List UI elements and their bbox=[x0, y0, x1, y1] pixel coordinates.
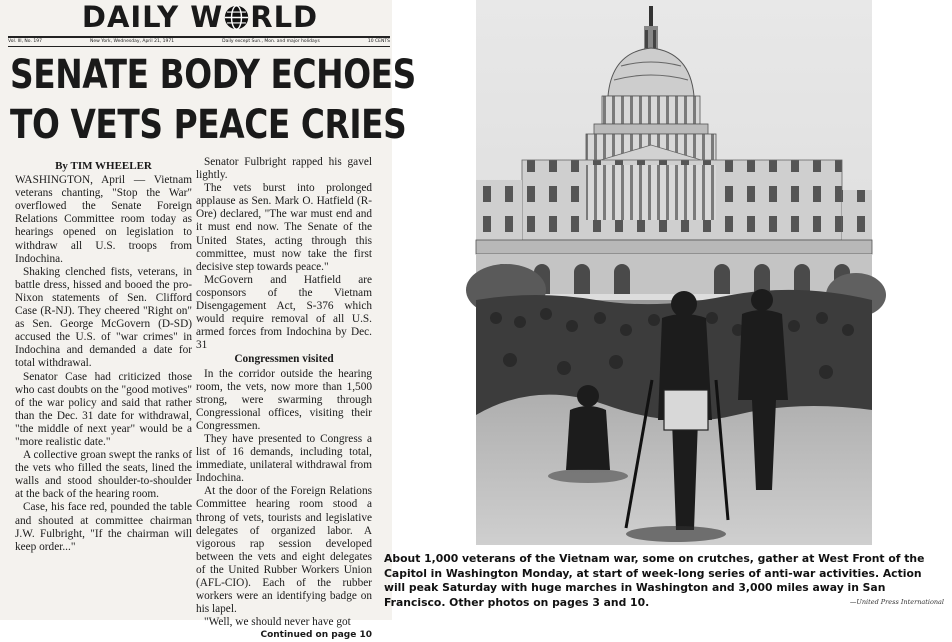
capitol-photo-illustration bbox=[476, 0, 872, 545]
paragraph: Shaking clenched fists, veterans, in battle dress, hissed and booed the pro-Nixon statements of Sen. Clifford Case (R-NJ). They cheered "Right on" as Sen. George McGovern (D-SD) accused the U.S. of "war crimes" in Indochina and demanded a date for total withdrawal. bbox=[15, 265, 192, 370]
headline-line-2: TO VETS PEACE CRIES bbox=[10, 102, 407, 148]
paragraph: In the corridor outside the hearing room, the vets, now more than 1,500 strong, were swarming through Congressional offices, visiting their Congressmen. bbox=[196, 367, 372, 432]
masthead-text-left: DAILY W bbox=[81, 0, 224, 34]
byline: By TIM WHEELER bbox=[55, 160, 152, 172]
photo-credit: —United Press International bbox=[849, 598, 944, 606]
headline bbox=[10, 50, 416, 150]
article-column-1 bbox=[15, 156, 192, 618]
paragraph: They have presented to Congress a list of 16 demands, including total, immediate, unilateral withdrawal from Indochina. bbox=[196, 432, 372, 485]
paragraph: Senator Case had criticized those who cast doubts on the "good motives" of the war policy and said that rather than the Dec. 31 date for withdrawal, "the middle of next year" would be a "more realistic date." bbox=[15, 370, 192, 448]
paragraph: Case, his face red, pounded the table and shouted at committee chairman J.W. Fulbright, "If the chairman will keep order..." bbox=[15, 501, 192, 553]
paragraph: Senator Fulbright rapped his gavel lightly. bbox=[196, 156, 372, 182]
article-column-2 bbox=[196, 156, 372, 641]
price: 10 CENTS bbox=[367, 39, 390, 44]
paragraph: WASHINGTON, April — Vietnam veterans chanting, "Stop the War" overflowed the Senate Foreign Relations Committee room today as hearings opened on legislation to withdraw all U.S. troops from Indochina. bbox=[15, 174, 192, 265]
paragraph: At the door of the Foreign Relations Committee hearing room stood a throng of vets, tourists and legislative delegates of organized labor. A vigorous rap session developed between the vets and eight delegates of the United Rubber Workers Union (AFL-CIO). Each of the rubber workers were an identifying badge on his lapel. bbox=[196, 485, 372, 616]
paragraph: McGovern and Hatfield are cosponsors of the Vietnam Disengagement Act, S-376 which would require removal of all U.S. armed forces from Indochina by Dec. 31 bbox=[196, 273, 372, 352]
dateline bbox=[8, 36, 390, 47]
globe-icon bbox=[223, 4, 250, 31]
city-date: New York, Wednesday, April 21, 1971 bbox=[89, 39, 175, 44]
paragraph: The vets burst into prolonged applause as Sen. Mark O. Hatfield (R-Ore) declared, "The war must end and it must end now. The Senate of the United States, acting through this committee, must now take the first decisive step towards peace." bbox=[196, 182, 372, 273]
continued-note: Continued on page 10 bbox=[260, 630, 372, 641]
paragraph: "Well, we should never have got bbox=[204, 616, 351, 629]
masthead bbox=[10, 0, 390, 34]
paragraph: A collective groan swept the ranks of the vets who filled the seats, lined the walls and stood shoulder-to-shoulder at the back of the hearing room. bbox=[15, 449, 192, 501]
capitol-photo bbox=[476, 0, 872, 545]
volume-number: Vol. III, No. 197 bbox=[8, 39, 42, 44]
headline-line-1: SENATE BODY ECHOES bbox=[10, 52, 416, 98]
subheading: Congressmen visited bbox=[234, 353, 334, 366]
masthead-text-right: RLD bbox=[250, 0, 319, 34]
newspaper-clipping bbox=[0, 0, 416, 641]
publication-frequency: Daily except Sun., Mon. and major holidays bbox=[222, 39, 320, 44]
photo-caption: About 1,000 veterans of the Vietnam war, some on crutches, gather at West Front of the Capitol in Washington Monday, at start of week-long series of anti-war activities. Action will peak Saturday with huge marches in Washington and 3,000 miles away in San Francisco. Other photos on pages 3 and 10. bbox=[384, 552, 925, 609]
